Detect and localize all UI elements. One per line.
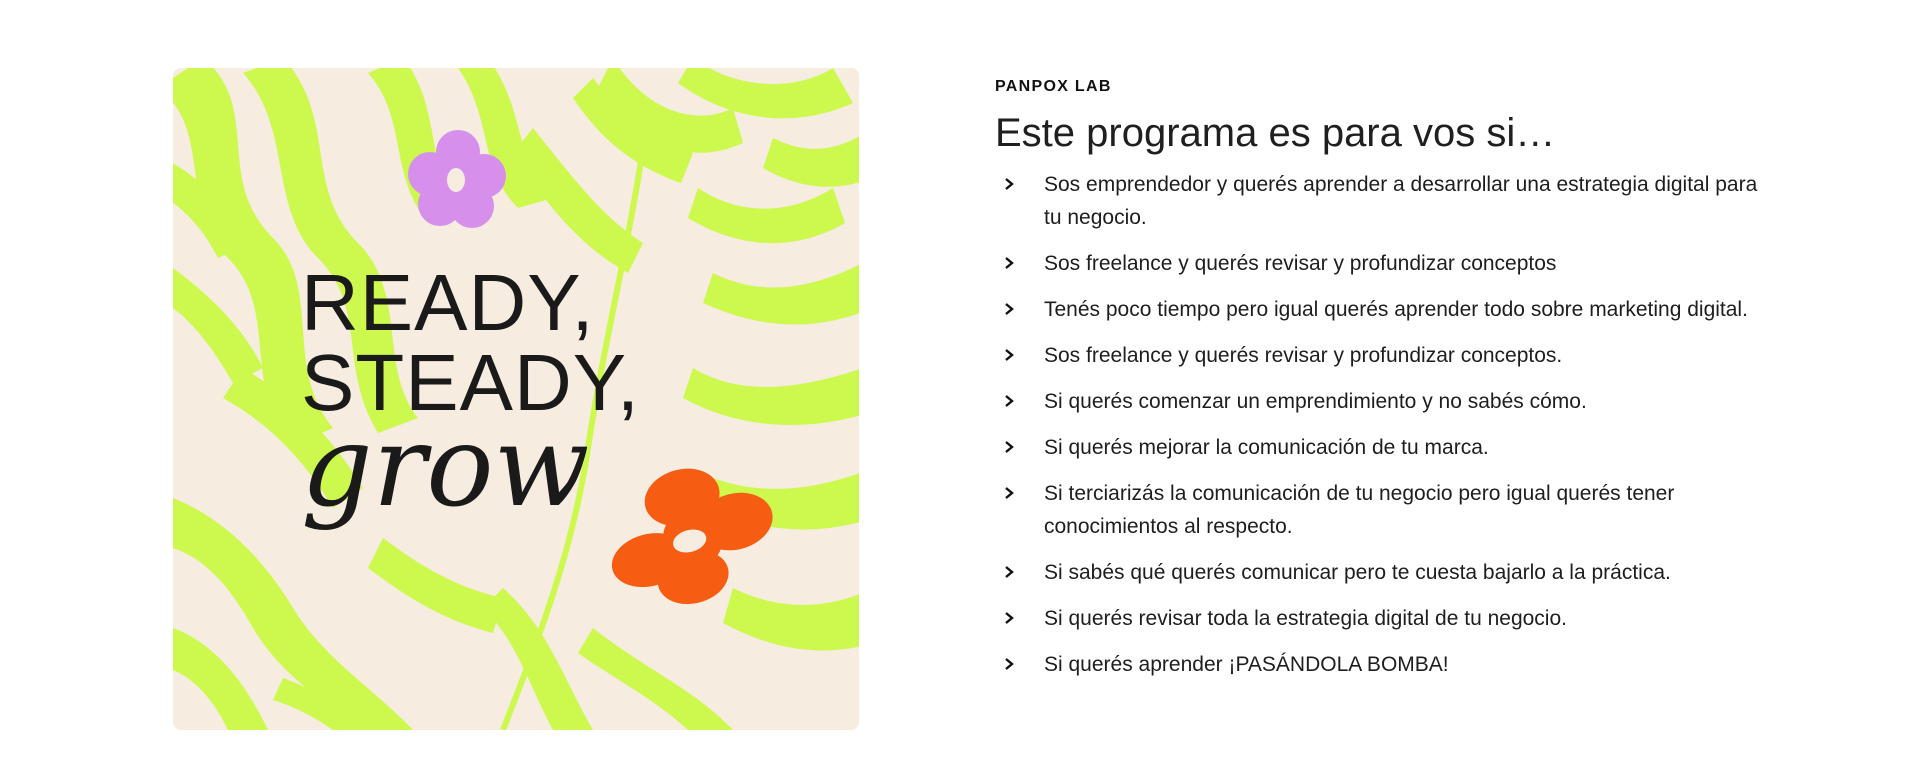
artwork-line-steady: STEADY,: [301, 338, 640, 427]
ready-steady-grow-artwork: [173, 68, 859, 730]
chevron-right-icon: [1003, 486, 1015, 500]
list-item: [995, 247, 1775, 280]
list-item: [995, 293, 1775, 326]
list-item: [995, 339, 1775, 372]
list-item: [995, 431, 1775, 464]
artwork-illustration: [173, 68, 859, 730]
list-item: [995, 477, 1775, 543]
chevron-right-icon: [1003, 302, 1015, 316]
chevron-right-icon: [1003, 440, 1015, 454]
chevron-right-icon: [1003, 394, 1015, 408]
list-item-text: Si querés mejorar la comunicación de tu marca.: [1044, 436, 1489, 459]
list-item-text: Si terciarizás la comunicación de tu negocio pero igual querés tener conocimientos al respecto.: [1044, 482, 1675, 538]
brand-eyebrow: PANPOX LAB: [995, 78, 1112, 95]
list-item-text: Sos freelance y querés revisar y profundizar conceptos.: [1044, 344, 1563, 367]
artwork-line-ready: READY,: [301, 258, 595, 347]
artwork-line-grow: grow: [301, 402, 590, 532]
list-item-text: Si querés revisar toda la estrategia digital de tu negocio.: [1044, 607, 1567, 630]
list-item-text: Tenés poco tiempo pero igual querés aprender todo sobre marketing digital.: [1044, 298, 1748, 321]
chevron-right-icon: [1003, 177, 1015, 191]
chevron-right-icon: [1003, 657, 1015, 671]
section-heading: Este programa es para vos si…: [995, 111, 1556, 155]
list-item-text: Si querés comenzar un emprendimiento y no sabés cómo.: [1044, 390, 1587, 413]
program-audience-section: [995, 76, 1775, 694]
list-item-text: Si sabés qué querés comunicar pero te cuesta bajarlo a la práctica.: [1044, 561, 1671, 584]
list-item: [995, 556, 1775, 589]
list-item: [995, 648, 1775, 681]
chevron-right-icon: [1003, 611, 1015, 625]
chevron-right-icon: [1003, 565, 1015, 579]
list-item: [995, 168, 1775, 234]
list-item: [995, 385, 1775, 418]
chevron-right-icon: [1003, 348, 1015, 362]
list-item-text: Si querés aprender ¡PASÁNDOLA BOMBA!: [1044, 653, 1449, 676]
audience-list: [995, 168, 1775, 681]
chevron-right-icon: [1003, 256, 1015, 270]
list-item-text: Sos emprendedor y querés aprender a desarrollar una estrategia digital para tu negocio.: [1044, 173, 1758, 229]
list-item: [995, 602, 1775, 635]
list-item-text: Sos freelance y querés revisar y profundizar conceptos: [1044, 252, 1557, 275]
